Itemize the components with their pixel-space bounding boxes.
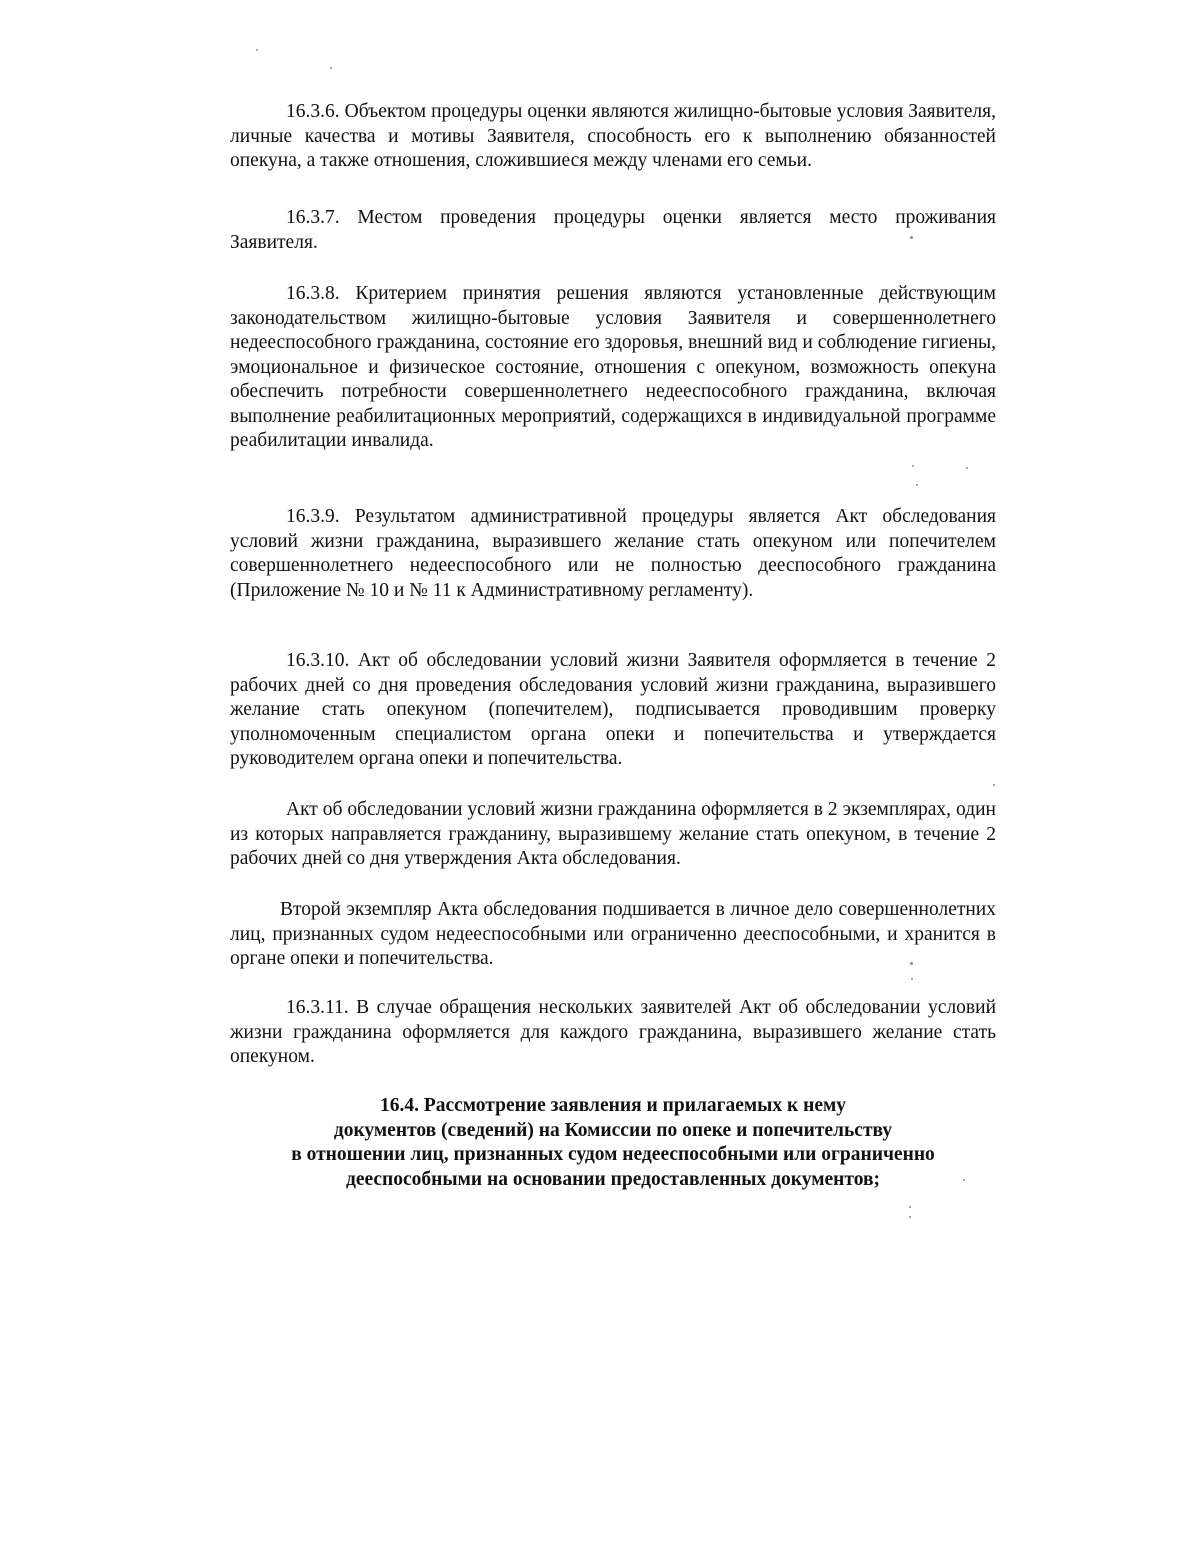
- scan-speck: [909, 1216, 911, 1218]
- heading-line: дееспособными на основании предоставленных документов;: [345, 1168, 881, 1190]
- paragraph-text: 16.3.8. Критерием принятия решения являются установленные действующим законодательством жилищно-бытовые условия Заявителя и совершеннолетнего недееспособного гражданина, состояние его здоровья, внешний вид и соблюдение гигиены, эмоциональное и физическое состояние, отношения с опекуном, возможность опекуна обеспечить потребности совершеннолетнего недееспособного гражданина, включая выполнение реабилитационных мероприятий, содержащихся в индивидуальной программе реабилитации инвалида.: [230, 283, 996, 451]
- scan-speck: [966, 467, 968, 469]
- paragraph-16-3-7: [230, 206, 996, 255]
- paragraph-16-3-6: [230, 100, 996, 174]
- paragraph-act-copies: [230, 798, 996, 872]
- scan-speck: [909, 1206, 911, 1208]
- paragraph-second-copy: [230, 898, 996, 972]
- scan-speck: [916, 484, 918, 486]
- paragraph-16-3-8: [230, 282, 996, 454]
- section-heading-16-4: [230, 1094, 996, 1192]
- scan-speck: [912, 465, 914, 467]
- heading-line: в отношении лиц, признанных судом недееспособными или ограниченно: [291, 1144, 935, 1165]
- paragraph-text: 16.3.7. Местом проведения процедуры оценки является место проживания Заявителя.: [230, 207, 996, 253]
- heading-line: документов (сведений) на Комиссии по опеке и попечительству: [333, 1119, 893, 1141]
- paragraph-text: Второй экземпляр Акта обследования подшивается в личное дело совершеннолетних лиц, признанных судом недееспособными или ограниченно дееспособными, и хранится в органе опеки и попечительства.: [230, 899, 996, 969]
- scan-speck: [256, 49, 258, 51]
- scan-speck: [910, 236, 913, 239]
- paragraph-16-3-11: [230, 996, 996, 1070]
- scan-speck: [993, 784, 995, 786]
- scan-speck: [330, 67, 332, 69]
- scan-speck: [911, 978, 913, 980]
- paragraph-text: Акт об обследовании условий жизни гражданина оформляется в 2 экземплярах, один из которых направляется гражданину, выразившему желание стать опекуном, в течение 2 рабочих дней со дня утверждения Акта обследования.: [230, 799, 996, 869]
- scan-speck: [963, 1179, 965, 1181]
- paragraph-16-3-9: [230, 505, 996, 603]
- paragraph-text: 16.3.9. Результатом административной процедуры является Акт обследования условий жизни гражданина, выразившего желание стать опекуном или попечителем совершеннолетнего недееспособного или не полностью дееспособного гражданина (Приложение № 10 и № 11 к Административному регламенту).: [230, 506, 996, 601]
- paragraph-text: 16.3.6. Объектом процедуры оценки являются жилищно-бытовые условия Заявителя, личные качества и мотивы Заявителя, способность его к выполнению обязанностей опекуна, а также отношения, сложившиеся между членами его семьи.: [230, 101, 996, 171]
- paragraph-16-3-10: [230, 649, 996, 772]
- paragraph-text: 16.3.10. Акт об обследовании условий жизни Заявителя оформляется в течение 2 рабочих дней со дня проведения обследования условий жизни гражданина, выразившего желание стать опекуном (попечителем), подписывается проводившим проверку уполномоченным специалистом органа опеки и попечительства и утверждается руководителем органа опеки и попечительства.: [230, 650, 996, 769]
- paragraph-text: 16.3.11. В случае обращения нескольких заявителей Акт об обследовании условий жизни гражданина оформляется для каждого гражданина, выразившего желание стать опекуном.: [230, 997, 996, 1067]
- scan-speck: [910, 962, 913, 965]
- heading-line: 16.4. Рассмотрение заявления и прилагаемых к нему: [379, 1095, 847, 1116]
